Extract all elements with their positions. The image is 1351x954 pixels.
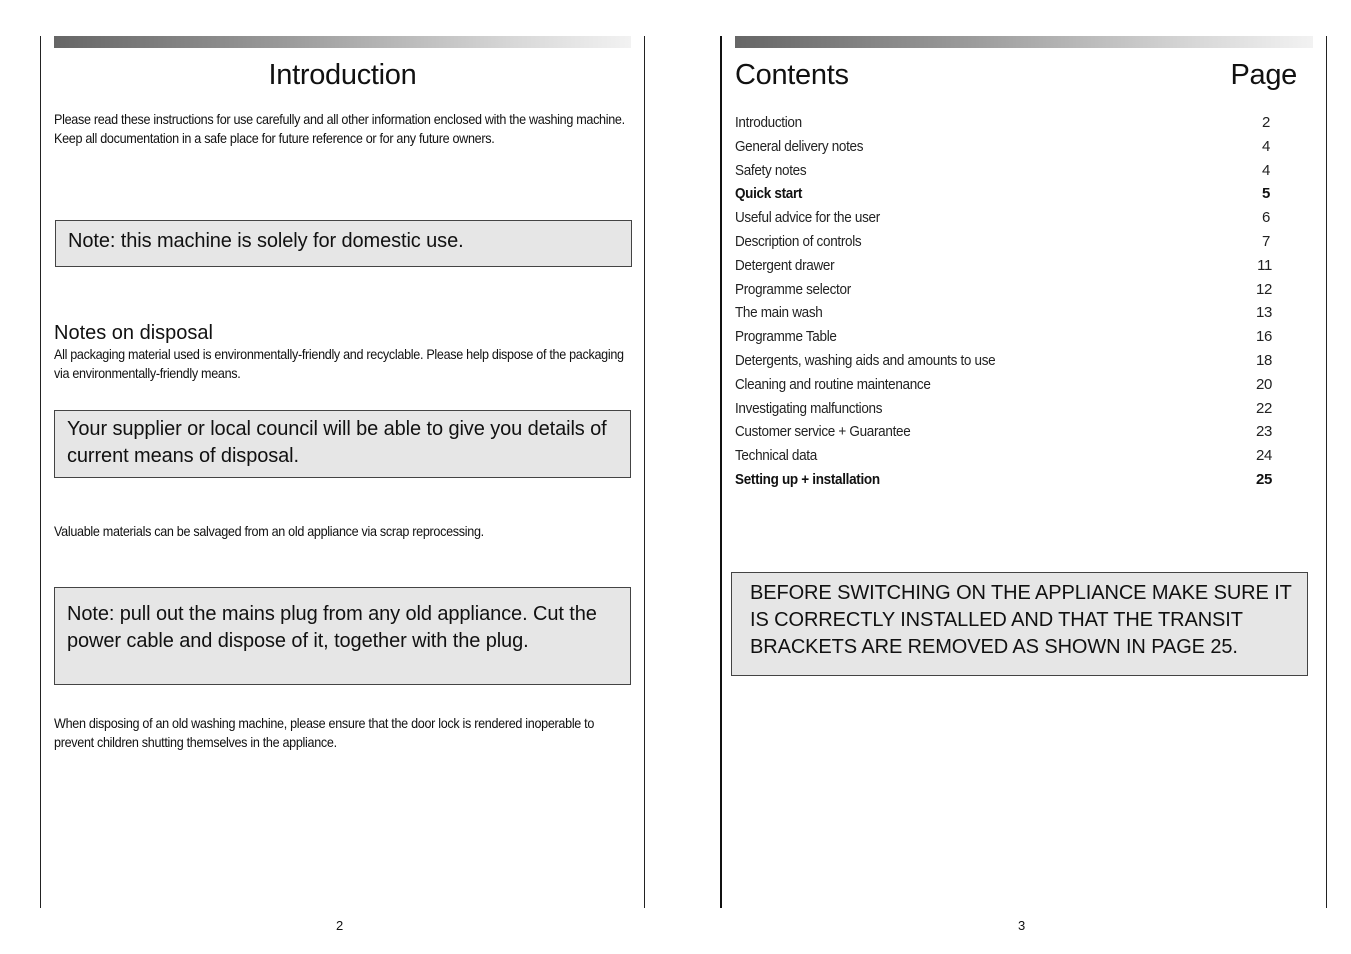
toc-entry-page: 25 [1256,471,1272,488]
toc-entry-page: 4 [1262,137,1270,155]
toc-entry-label: Programme selector [735,280,851,298]
toc-entry-label: Cleaning and routine maintenance [735,375,931,393]
note-supplier-box [54,410,631,478]
note-supplier-text: Your supplier or local council will be able to give you details of current means of disposal. [67,418,607,467]
toc-entry-label: Setting up + installation [735,471,880,488]
toc-entry-label: Detergent drawer [735,256,835,274]
right-header-bar [735,36,1313,48]
warning-text: BEFORE SWITCHING ON THE APPLIANCE MAKE SURE IT IS CORRECTLY INSTALLED AND THAT THE TRANSIT BRACKETS ARE REMOVED AS SHOWN IN PAGE 25. [750,582,1292,658]
intro-text [54,110,630,148]
toc-entry-page: 4 [1262,161,1270,179]
disposal-text: All packaging material used is environmentally-friendly and recyclable. Please help dispose of the packaging via environmentally-friendly means. [54,346,624,381]
toc-entry[interactable] [735,111,1280,135]
toc-entry-label: Description of controls [735,233,862,250]
toc-entry-label: Investigating malfunctions [735,399,883,417]
note-plug-text: Note: pull out the mains plug from any old appliance. Cut the power cable and dispose of it, together with the plug. [67,603,597,652]
toc-entry[interactable] [735,159,1280,183]
toc-entry-label: Detergents, washing aids and amounts to use [735,352,996,369]
left-page-number: 2 [336,918,344,933]
disposal-heading: Notes on disposal [54,322,213,344]
door-lock-text: When disposing of an old washing machine, please ensure that the door lock is rendered inoperable to prevent children shutting themselves in the appliance. [54,715,595,750]
toc-entry-page: 2 [1262,114,1270,131]
page-title-contents: Contents [735,59,849,91]
toc-entry-label: Customer service + Guarantee [735,423,911,441]
toc-entry[interactable] [735,254,1280,278]
left-page-left-border [40,36,41,908]
toc-entry[interactable] [735,301,1280,325]
toc-entry-label: Useful advice for the user [735,209,880,227]
toc-entry[interactable] [735,278,1280,302]
note-domestic-text: Note: this machine is solely for domestic use. [68,230,464,252]
page-title-introduction: Introduction [268,59,417,91]
toc-entry-label: The main wash [735,304,823,322]
toc-entry-label: Technical data [735,447,817,465]
toc-entry-page: 23 [1256,423,1272,441]
right-page-right-border [1326,36,1327,908]
toc-entry-label: Introduction [735,114,802,131]
note-domestic-box [55,220,632,267]
toc-entry-page: 13 [1256,304,1272,322]
toc-entry[interactable] [735,420,1280,444]
toc-entry[interactable] [735,206,1280,230]
toc-entry-page: 11 [1257,256,1272,274]
toc-entry[interactable] [735,468,1280,492]
intro-line-1: Please read these instructions for use carefully and all other information enclosed with the washing machine. [54,111,625,127]
toc-entry-page: 12 [1256,280,1272,298]
toc-entry-page: 24 [1256,447,1272,465]
toc-entry-page: 20 [1256,375,1272,393]
toc-entry[interactable] [735,135,1280,159]
right-page-left-border [720,36,722,908]
right-page-number: 3 [1018,918,1026,933]
toc-entry-page: 5 [1262,185,1270,203]
left-page-right-border [644,36,645,908]
toc-entry-page: 6 [1262,209,1270,227]
toc-entry-label: Quick start [735,185,803,203]
page-column-heading: Page [1230,59,1297,91]
toc-entry-page: 16 [1256,328,1272,346]
toc-entry-page: 22 [1256,399,1272,417]
toc-entry-label: General delivery notes [735,137,864,155]
toc-entry-label: Programme Table [735,328,837,346]
note-plug-box [54,587,631,685]
valuable-materials-text: Valuable materials can be salvaged from an old appliance via scrap reprocessing. [54,523,484,539]
toc-entry[interactable] [735,444,1280,468]
toc-entry[interactable] [735,373,1280,397]
toc-entry-label: Safety notes [735,161,807,179]
left-header-bar [54,36,631,48]
toc-entry[interactable] [735,230,1280,254]
warning-box [731,572,1308,676]
toc-entry-page: 7 [1262,233,1270,250]
toc-entry[interactable] [735,325,1280,349]
intro-line-2: Keep all documentation in a safe place for future reference or for any future owners. [54,130,495,146]
toc-entry-page: 18 [1256,352,1272,369]
toc-entry[interactable] [735,397,1280,421]
toc-entry[interactable] [735,349,1280,373]
toc-entry[interactable] [735,182,1280,206]
